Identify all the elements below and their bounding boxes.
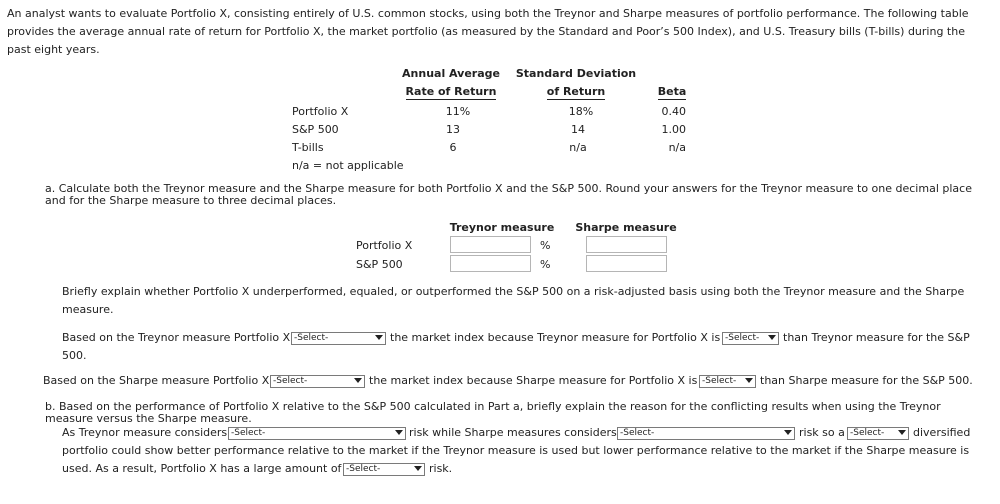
col-treynor-header: Treynor measure: [449, 221, 555, 234]
sharpe-comparison-select[interactable]: -Select-: [699, 375, 756, 388]
chevron-down-icon: [745, 378, 753, 383]
sharpe-sp500-input[interactable]: [586, 255, 667, 272]
sharpe-risk-select[interactable]: -Select-: [617, 427, 795, 440]
sharpe-text-1: Based on the Sharpe measure Portfolio X: [43, 374, 270, 387]
row-name-tbills: T-bills: [292, 141, 324, 154]
sharpe-performance-select[interactable]: -Select-: [270, 375, 365, 388]
chevron-down-icon: [395, 430, 403, 435]
row-sd-sp500: 14: [571, 123, 585, 136]
row-beta-tbills: n/a: [668, 141, 686, 154]
sharpe-portfolio-x-input[interactable]: [586, 236, 667, 253]
header-avg-line2: Rate of Return: [405, 85, 497, 98]
chevron-down-icon: [414, 466, 422, 471]
treynor-portfolio-x-input[interactable]: [450, 236, 531, 253]
treynor-performance-select[interactable]: -Select-: [291, 332, 386, 345]
sharpe-text-3: than Sharpe measure for the S&P 500.: [760, 374, 973, 387]
percent-sign: %: [540, 239, 551, 252]
part-b-question: b. Based on the performance of Portfolio X relative to the S&P 500 calculated in Part a, briefly explain the reason for the conflicting results when using the Treynor measure versus the Sharpe measure.: [45, 400, 941, 425]
part-b-text-2: risk while Sharpe measures considers: [409, 426, 617, 439]
treynor-text-3: than Treynor measure for the S&P: [783, 331, 970, 344]
row-sd-tbills: n/a: [569, 141, 587, 154]
risk-amount-select[interactable]: -Select-: [343, 463, 425, 476]
header-sd-line2: of Return: [546, 85, 606, 98]
chevron-down-icon: [898, 430, 906, 435]
intro-text: An analyst wants to evaluate Portfolio X, consisting entirely of U.S. common stocks, using both the Treynor and Sharpe measures of portfolio performance. The following table provides the average annual rate of return for Portfolio X, the market portfolio (as measured by the Standard and Poor’s 500 Index), and U.S. Treasury bills (T-bills) during the past eight years.: [7, 7, 969, 56]
treynor-text-4: 500.: [62, 349, 87, 362]
explain-prompt: Briefly explain whether Portfolio X underperformed, equaled, or outperformed the S&P 500 on a risk-adjusted basis using both the Treynor measure and the Sharpe measure.: [62, 285, 965, 316]
part-b-text-1: As Treynor measure considers: [62, 426, 228, 439]
part-b-text-3: risk so a: [799, 426, 845, 439]
row-name-portfolio-x: Portfolio X: [292, 105, 349, 118]
treynor-comparison-select[interactable]: -Select-: [722, 332, 779, 345]
part-b-text-5: portfolio could show better performance relative to the market if the Treynor measure is used but lower performance relative to the market if the Sharpe measure is: [62, 444, 970, 457]
chevron-down-icon: [784, 430, 792, 435]
treynor-risk-select[interactable]: -Select-: [228, 427, 406, 440]
header-avg-line1: Annual Average: [402, 67, 500, 80]
answer-row-sp500: S&P 500: [356, 258, 403, 271]
treynor-text-1: Based on the Treynor measure Portfolio X: [62, 331, 291, 344]
row-sd-portfolio-x: 18%: [568, 105, 594, 118]
chevron-down-icon: [354, 378, 362, 383]
chevron-down-icon: [768, 335, 776, 340]
treynor-sp500-input[interactable]: [450, 255, 531, 272]
row-beta-portfolio-x: 0.40: [661, 105, 686, 118]
answer-row-portfolio-x: Portfolio X: [356, 239, 413, 252]
diversification-select[interactable]: -Select-: [847, 427, 909, 440]
part-b-text-6: used. As a result, Portfolio X has a large amount of: [62, 462, 342, 475]
row-avg-portfolio-x: 11%: [445, 105, 471, 118]
row-beta-sp500: 1.00: [661, 123, 686, 136]
col-sharpe-header: Sharpe measure: [575, 221, 677, 234]
row-avg-tbills: 6: [449, 141, 457, 154]
treynor-text-2: the market index because Treynor measure for Portfolio X is: [390, 331, 721, 344]
row-name-sp500: S&P 500: [292, 123, 339, 136]
header-beta: Beta: [657, 85, 687, 98]
part-b-text-4: diversified: [913, 426, 971, 439]
part-a-question: a. Calculate both the Treynor measure and the Sharpe measure for both Portfolio X and the S&P 500. Round your answers for the Treynor measure to one decimal place and for the Sharpe measure to three decimal places.: [45, 182, 972, 207]
sharpe-text-2: the market index because Sharpe measure for Portfolio X is: [369, 374, 698, 387]
table-note: n/a = not applicable: [292, 159, 404, 172]
percent-sign: %: [540, 258, 551, 271]
header-sd-line1: Standard Deviation: [515, 67, 637, 80]
chevron-down-icon: [375, 335, 383, 340]
row-avg-sp500: 13: [446, 123, 460, 136]
part-b-text-7: risk.: [429, 462, 453, 475]
